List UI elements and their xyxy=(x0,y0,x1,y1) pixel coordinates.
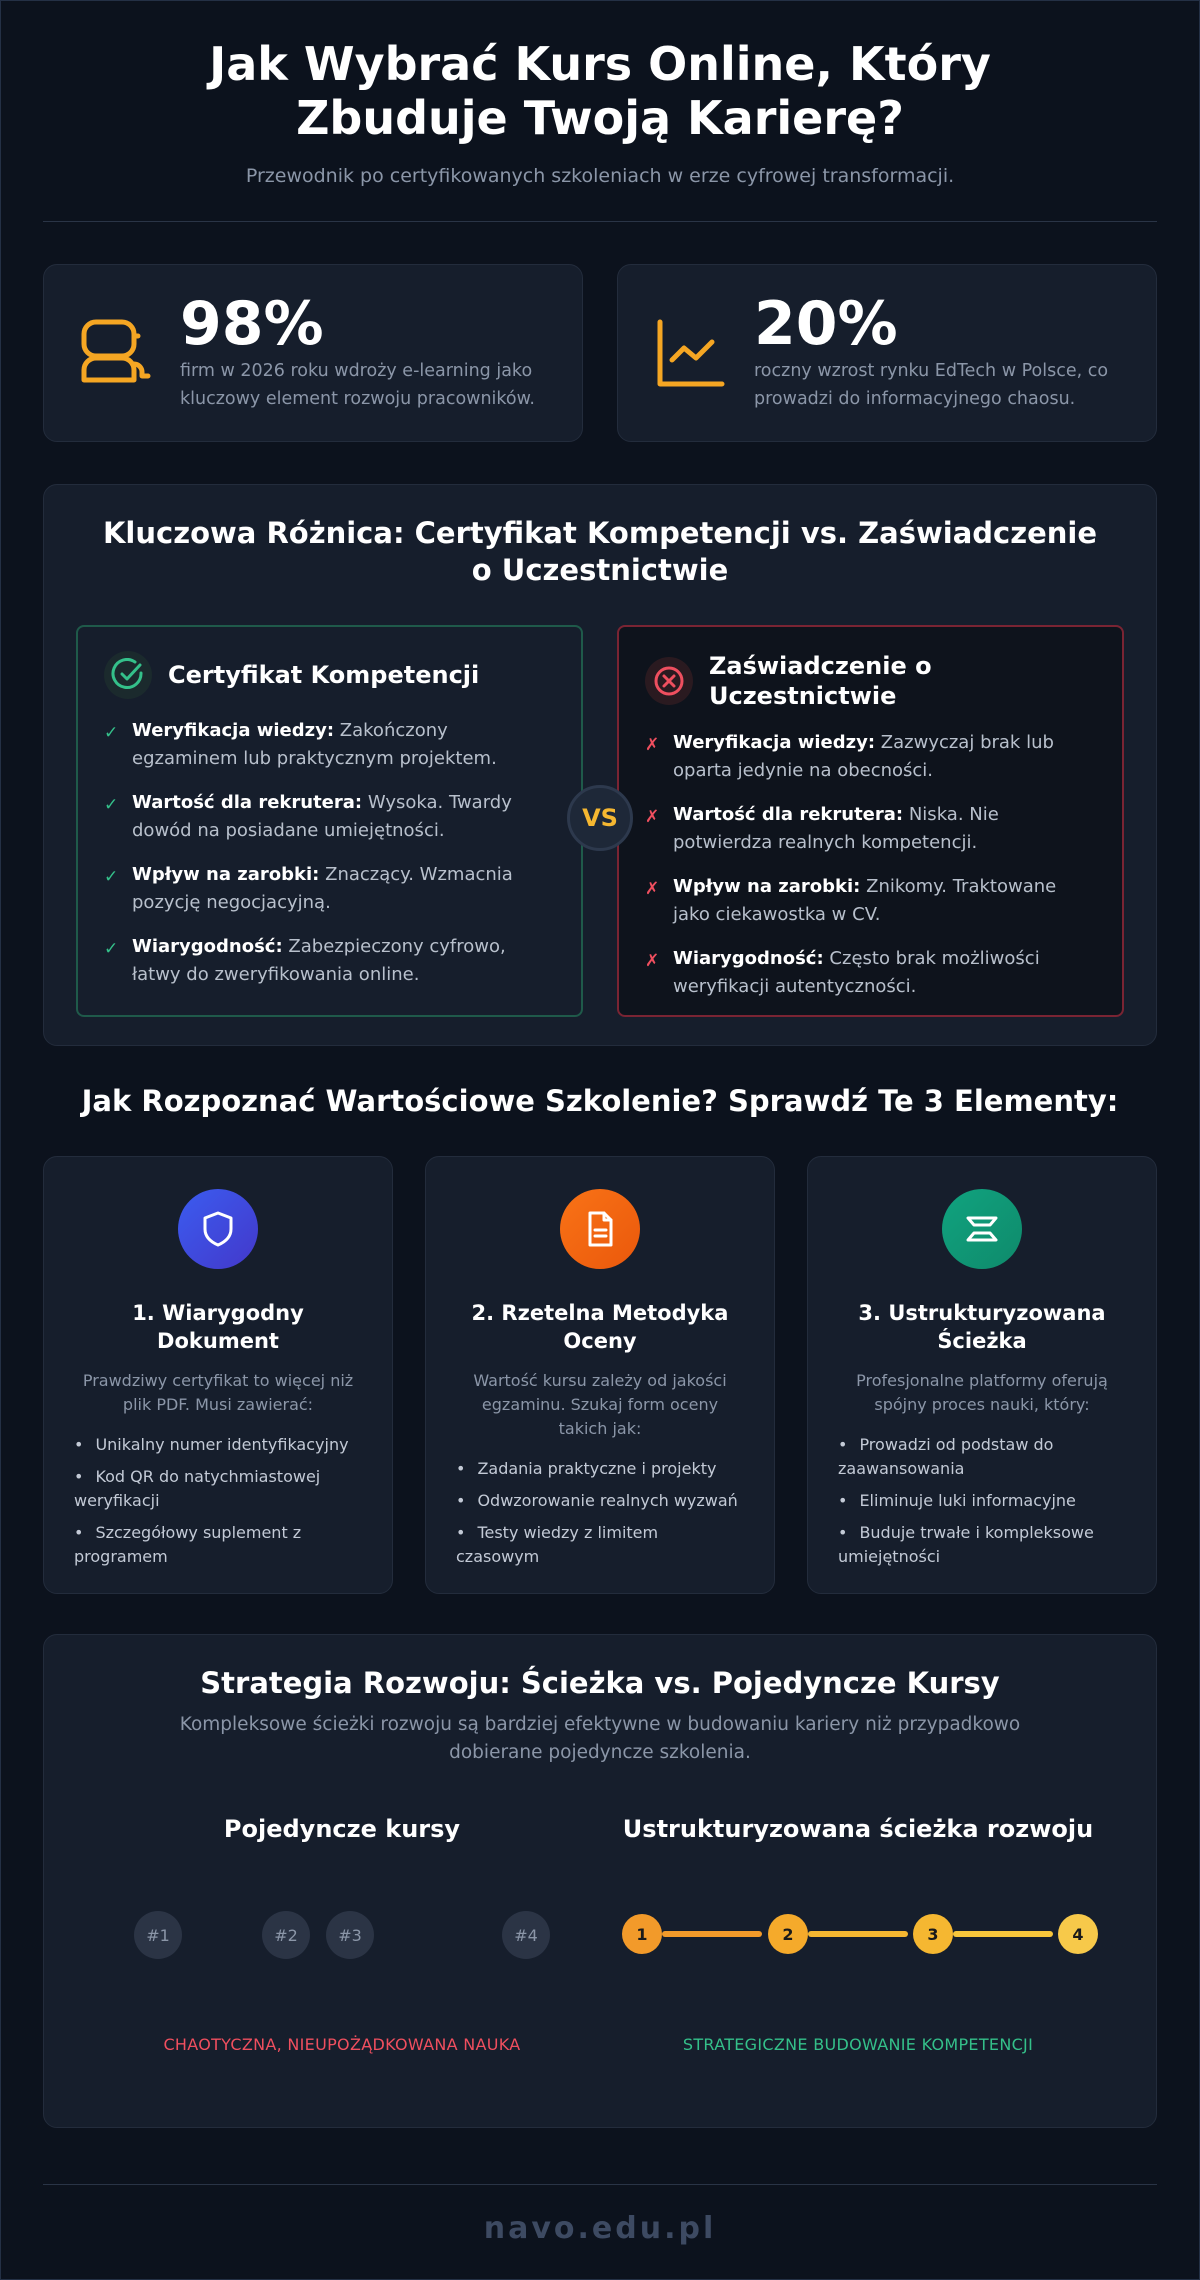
cross-icon: ✗ xyxy=(645,735,660,755)
criterion-item xyxy=(645,873,1096,929)
checkmark-icon: ✓ xyxy=(104,939,119,959)
single-courses-path xyxy=(84,1815,600,2075)
card-title: 3. Ustrukturyzowana Ścieżka xyxy=(858,1301,1106,1353)
element-card xyxy=(425,1156,775,1594)
criterion-item xyxy=(645,945,1096,1001)
path-caption: CHAOTYCZNA, NIEUPOŻĄDKOWANA NAUKA xyxy=(163,2035,521,2054)
criterion-label: Wartość dla rekrutera: xyxy=(132,792,363,813)
attendance-column xyxy=(617,625,1124,1017)
criterion-text: Wysoka. Twardy dowód na posiadane umiejętności. xyxy=(132,792,512,841)
shield-icon xyxy=(178,1189,258,1269)
card-intro: Profesjonalne platformy oferują spójny proces nauki, który: xyxy=(856,1371,1108,1414)
course-dot: #3 xyxy=(326,1911,374,1959)
checkmark-icon: ✓ xyxy=(104,795,119,815)
card-intro: Prawdziwy certyfikat to więcej niż plik PDF. Musi zawierać: xyxy=(82,1371,354,1414)
list-item: • Buduje trwałe i kompleksowe umiejętności xyxy=(838,1521,1126,1569)
criterion-text: Znikomy. Traktowane jako ciekawostka w CV. xyxy=(673,876,1057,925)
path-step: 1 xyxy=(622,1914,662,1954)
list-item: • Odwzorowanie realnych wyzwań xyxy=(456,1489,744,1513)
list-item: • Szczegółowy suplement z programem xyxy=(74,1521,362,1569)
stat-value: 20% xyxy=(754,289,898,359)
criterion-label: Wiarygodność: xyxy=(673,948,824,969)
path-connector xyxy=(662,1931,762,1937)
stat-description: roczny wzrost rynku EdTech w Polsce, co prowadzi do informacyjnego chaosu. xyxy=(754,361,1109,409)
check-circle-icon xyxy=(104,651,152,699)
path-icon xyxy=(942,1189,1022,1269)
employee-icon xyxy=(78,314,156,392)
criterion-item xyxy=(645,801,1096,857)
checkmark-icon: ✓ xyxy=(104,723,119,743)
header xyxy=(43,1,1157,187)
criterion-text: Znaczący. Wzmacnia pozycję negocjacyjną. xyxy=(132,864,513,913)
page-subtitle: Przewodnik po certyfikowanych szkoleniach w erze cyfrowej transformacji. xyxy=(245,165,955,187)
stat-description: firm w 2026 roku wdroży e-learning jako kluczowy element rozwoju pracowników. xyxy=(180,361,535,409)
card-title: 2. Rzetelna Metodyka Oceny xyxy=(471,1301,729,1353)
page-title: Jak Wybrać Kurs Online, Który Zbuduje Twoją Karierę? xyxy=(209,37,991,145)
path-step: 2 xyxy=(768,1914,808,1954)
criterion-item xyxy=(104,933,555,989)
cross-icon: ✗ xyxy=(645,879,660,899)
growth-chart-icon xyxy=(652,314,730,392)
criterion-text: Często brak możliwości weryfikacji autentyczności. xyxy=(673,948,1040,997)
strategy-intro: Kompleksowe ścieżki rozwoju są bardziej efektywne w budowaniu kariery niż przypadkowo dobierane pojedyncze szkolenia. xyxy=(179,1714,1021,1763)
criterion-text: Zakończony egzaminem lub praktycznym projektem. xyxy=(132,720,497,769)
card-intro: Wartość kursu zależy od jakości egzaminu. Szukaj form oceny takich jak: xyxy=(473,1371,727,1438)
path-title: Pojedyncze kursy xyxy=(223,1815,461,1843)
path-step: 3 xyxy=(913,1914,953,1954)
criterion-text: Zabezpieczony cyfrowo, łatwy do zweryfikowania online. xyxy=(132,936,506,985)
stat-value: 98% xyxy=(180,289,324,359)
element-card xyxy=(43,1156,393,1594)
criterion-label: Wartość dla rekrutera: xyxy=(673,804,904,825)
list-item: • Prowadzi od podstaw do zaawansowania xyxy=(838,1433,1126,1481)
document-icon xyxy=(560,1189,640,1269)
criterion-label: Wpływ na zarobki: xyxy=(673,876,861,897)
certificate-column xyxy=(76,625,583,1017)
card-title: 1. Wiarygodny Dokument xyxy=(132,1301,304,1353)
strategy-title: Strategia Rozwoju: Ścieżka vs. Pojedyncze Kursy xyxy=(200,1666,1000,1700)
strategy-section xyxy=(43,1634,1157,2128)
stats-row xyxy=(43,264,1157,442)
elements-cards xyxy=(43,1156,1157,1594)
checkmark-icon: ✓ xyxy=(104,867,119,887)
vs-badge: VS xyxy=(567,785,633,851)
list-item: • Zadania praktyczne i projekty xyxy=(456,1457,744,1481)
criterion-item xyxy=(104,789,555,845)
course-dot: #1 xyxy=(134,1911,182,1959)
cross-icon: ✗ xyxy=(645,807,660,827)
comparison-title: Kluczowa Różnica: Certyfikat Kompetencji vs. Zaświadczenie o Uczestnictwie xyxy=(102,516,1098,587)
list-item: • Testy wiedzy z limitem czasowym xyxy=(456,1521,744,1569)
list-item: • Kod QR do natychmiastowej weryfikacji xyxy=(74,1465,362,1513)
stat-card xyxy=(43,264,583,442)
path-connector xyxy=(953,1931,1053,1937)
criterion-item xyxy=(104,717,555,773)
stat-card xyxy=(617,264,1157,442)
criterion-label: Weryfikacja wiedzy: xyxy=(673,732,876,753)
divider xyxy=(43,2184,1157,2185)
criterion-text: Zazwyczaj brak lub oparta jedynie na obecności. xyxy=(673,732,1054,781)
criterion-item xyxy=(645,729,1096,785)
column-title: Zaświadczenie o Uczestnictwie xyxy=(709,652,932,710)
course-dot: #4 xyxy=(502,1911,550,1959)
criterion-text: Niska. Nie potwierdza realnych kompetencji. xyxy=(673,804,999,853)
criterion-item xyxy=(104,861,555,917)
elements-title: Jak Rozpoznać Wartościowe Szkolenie? Sprawdź Te 3 Elementy: xyxy=(81,1084,1119,1118)
criterion-label: Wiarygodność: xyxy=(132,936,283,957)
structured-path xyxy=(600,1815,1116,2075)
course-dot: #2 xyxy=(262,1911,310,1959)
cross-icon: ✗ xyxy=(645,951,660,971)
path-connector xyxy=(808,1931,908,1937)
path-title: Ustrukturyzowana ścieżka rozwoju xyxy=(622,1815,1094,1843)
criterion-label: Weryfikacja wiedzy: xyxy=(132,720,335,741)
path-caption: STRATEGICZNE BUDOWANIE KOMPETENCJI xyxy=(682,2035,1034,2054)
list-item: • Unikalny numer identyfikacyjny xyxy=(74,1433,362,1457)
column-title: Certyfikat Kompetencji xyxy=(168,661,480,689)
divider xyxy=(43,221,1157,222)
x-circle-icon xyxy=(645,657,693,705)
criterion-label: Wpływ na zarobki: xyxy=(132,864,320,885)
comparison-section xyxy=(43,484,1157,1046)
list-item: • Eliminuje luki informacyjne xyxy=(838,1489,1126,1513)
path-step: 4 xyxy=(1058,1914,1098,1954)
element-card xyxy=(807,1156,1157,1594)
footer-site: navo.edu.pl xyxy=(483,2211,717,2246)
